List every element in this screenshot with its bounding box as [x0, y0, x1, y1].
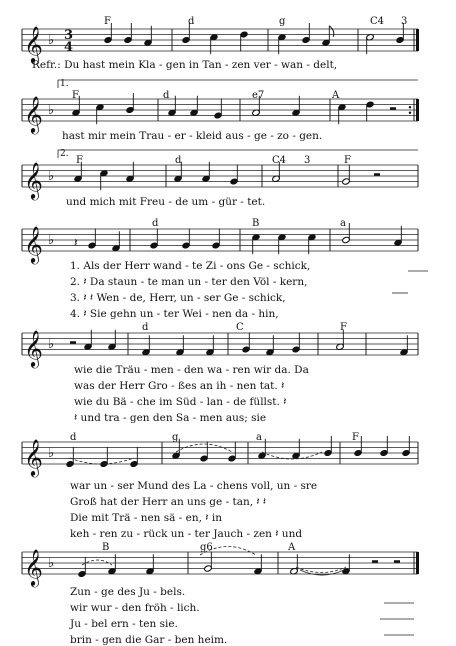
rest-icon [70, 341, 76, 344]
volta-label: 1. [60, 79, 69, 89]
chord-symbol: C4 [370, 16, 385, 27]
lyric-line: Die mit Trä - nen sä - en, 𝄽 in [70, 512, 222, 524]
chord-symbol: 3 [304, 155, 311, 166]
lyric-line: Ju - bel ern - ten sie. [70, 618, 178, 630]
flat-icon: ♭ [48, 233, 55, 248]
rest-icon [394, 560, 400, 563]
chord-symbol: F [352, 432, 359, 443]
chord-symbol: A [288, 542, 296, 553]
flat-icon: ♭ [48, 446, 55, 461]
flat-icon: ♭ [48, 556, 55, 571]
chord-symbol: g [279, 16, 286, 27]
treble-clef-icon: 𝄞 [24, 548, 43, 586]
chord-symbol: B [252, 218, 260, 229]
chord-symbol: g6 [200, 542, 213, 553]
treble-clef-icon: 𝄞 [24, 161, 43, 199]
chord-symbol: d [152, 218, 159, 229]
lyric-line: Groß hat der Herr an uns ge - tan, 𝄽 𝄽 [70, 496, 267, 508]
treble-clef-icon: 𝄞 [24, 225, 43, 263]
chord-symbol: C4 [272, 155, 287, 166]
flat-icon: ♭ [48, 169, 55, 184]
lyric-line: was der Herr Gro - ßes an ih - nen tat. 𝄽 [74, 380, 285, 392]
lyric-line: 1. Als der Herr wand - te Zi - ons Ge - schick, [70, 260, 311, 272]
volta-bracket [58, 80, 418, 88]
lyric-line: wir wur - den fröh - lich. [70, 602, 200, 614]
chord-symbol: 3 [401, 16, 408, 27]
chord-symbol: d [175, 155, 182, 166]
treble-clef-icon: 𝄞 [24, 329, 43, 367]
meter-denominator: 4 [64, 40, 74, 55]
chord-symbol: a [256, 432, 262, 443]
meter-numerator: 3 [64, 28, 74, 43]
final-barline [416, 99, 419, 121]
volta-bracket [58, 150, 418, 158]
chord-symbol: d [163, 90, 170, 101]
lyric-line: 4. 𝄽 Sie gehn un - ter Wei - nen da - hin, [70, 308, 279, 320]
chord-symbol: C [236, 322, 244, 333]
lyric-line: war un - ser Mund des La - chens voll, un - sre [70, 480, 318, 492]
lyric-line: und mich mit Freu - de um - gür - tet. [66, 196, 266, 208]
lyric-line: 3. 𝄽 𝄽 Wen - de, Herr, un - ser Ge - schick, [70, 292, 286, 304]
chord-symbol: F [76, 155, 83, 166]
lyric-line: Refr.: Du hast mein Kla - gen in Tan - zen ver - wan - delt, [32, 59, 338, 71]
treble-clef-icon: 𝄞 [24, 438, 43, 476]
chord-symbol: e7 [252, 90, 265, 101]
chord-symbol: d [188, 16, 195, 27]
rest-icon [374, 173, 380, 176]
rest-icon [390, 107, 396, 110]
flat-icon: ♭ [48, 337, 55, 352]
chord-symbol: a [340, 218, 346, 229]
repeat-dot [409, 112, 411, 114]
volta-label: 2. [60, 149, 69, 159]
lyric-line: wie die Träu - men - den wa - ren wir da. Da [74, 364, 309, 376]
lyric-line: hast mir mein Trau - er - kleid aus - ge - zo - gen. [62, 130, 323, 142]
quarter-rest-icon: 𝄽 [74, 235, 78, 250]
chord-symbol: F [340, 322, 347, 333]
final-barline [416, 552, 419, 574]
lyric-line: wie du Bä - che im Süd - lan - de füllst. 𝄽 [74, 396, 287, 408]
rest-icon [372, 560, 378, 563]
chord-symbol: B [102, 542, 110, 553]
flat-icon: ♭ [48, 103, 55, 118]
chord-symbol: F [344, 155, 351, 166]
slur [82, 560, 112, 565]
lyric-line: 𝄽 und tra - gen den Sa - men aus; sie [74, 412, 267, 424]
chord-symbol: g [172, 432, 179, 443]
treble-clef-icon: 𝄞 [24, 25, 43, 63]
lyric-line: brin - gen die Gar - ben heim. [70, 634, 228, 646]
slur [176, 444, 232, 452]
chord-symbol: d [142, 322, 149, 333]
lyric-line: Zun - ge des Ju - bels. [70, 586, 186, 598]
lyric-line: 2. 𝄽 Da staun - te man un - ter den Völ - kern, [70, 276, 308, 288]
chord-symbol: A [332, 90, 340, 101]
flat-icon: ♭ [48, 33, 55, 48]
chord-symbol: d [70, 432, 77, 443]
chord-symbol: F [104, 16, 111, 27]
note-flag [329, 26, 334, 37]
chord-symbol: F [72, 90, 79, 101]
treble-clef-icon: 𝄞 [24, 95, 43, 133]
final-barline [416, 29, 419, 51]
repeat-dot [409, 106, 411, 108]
lyric-line: keh - ren zu - rück un - ter Jauch - zen 𝄽 und [70, 528, 303, 540]
